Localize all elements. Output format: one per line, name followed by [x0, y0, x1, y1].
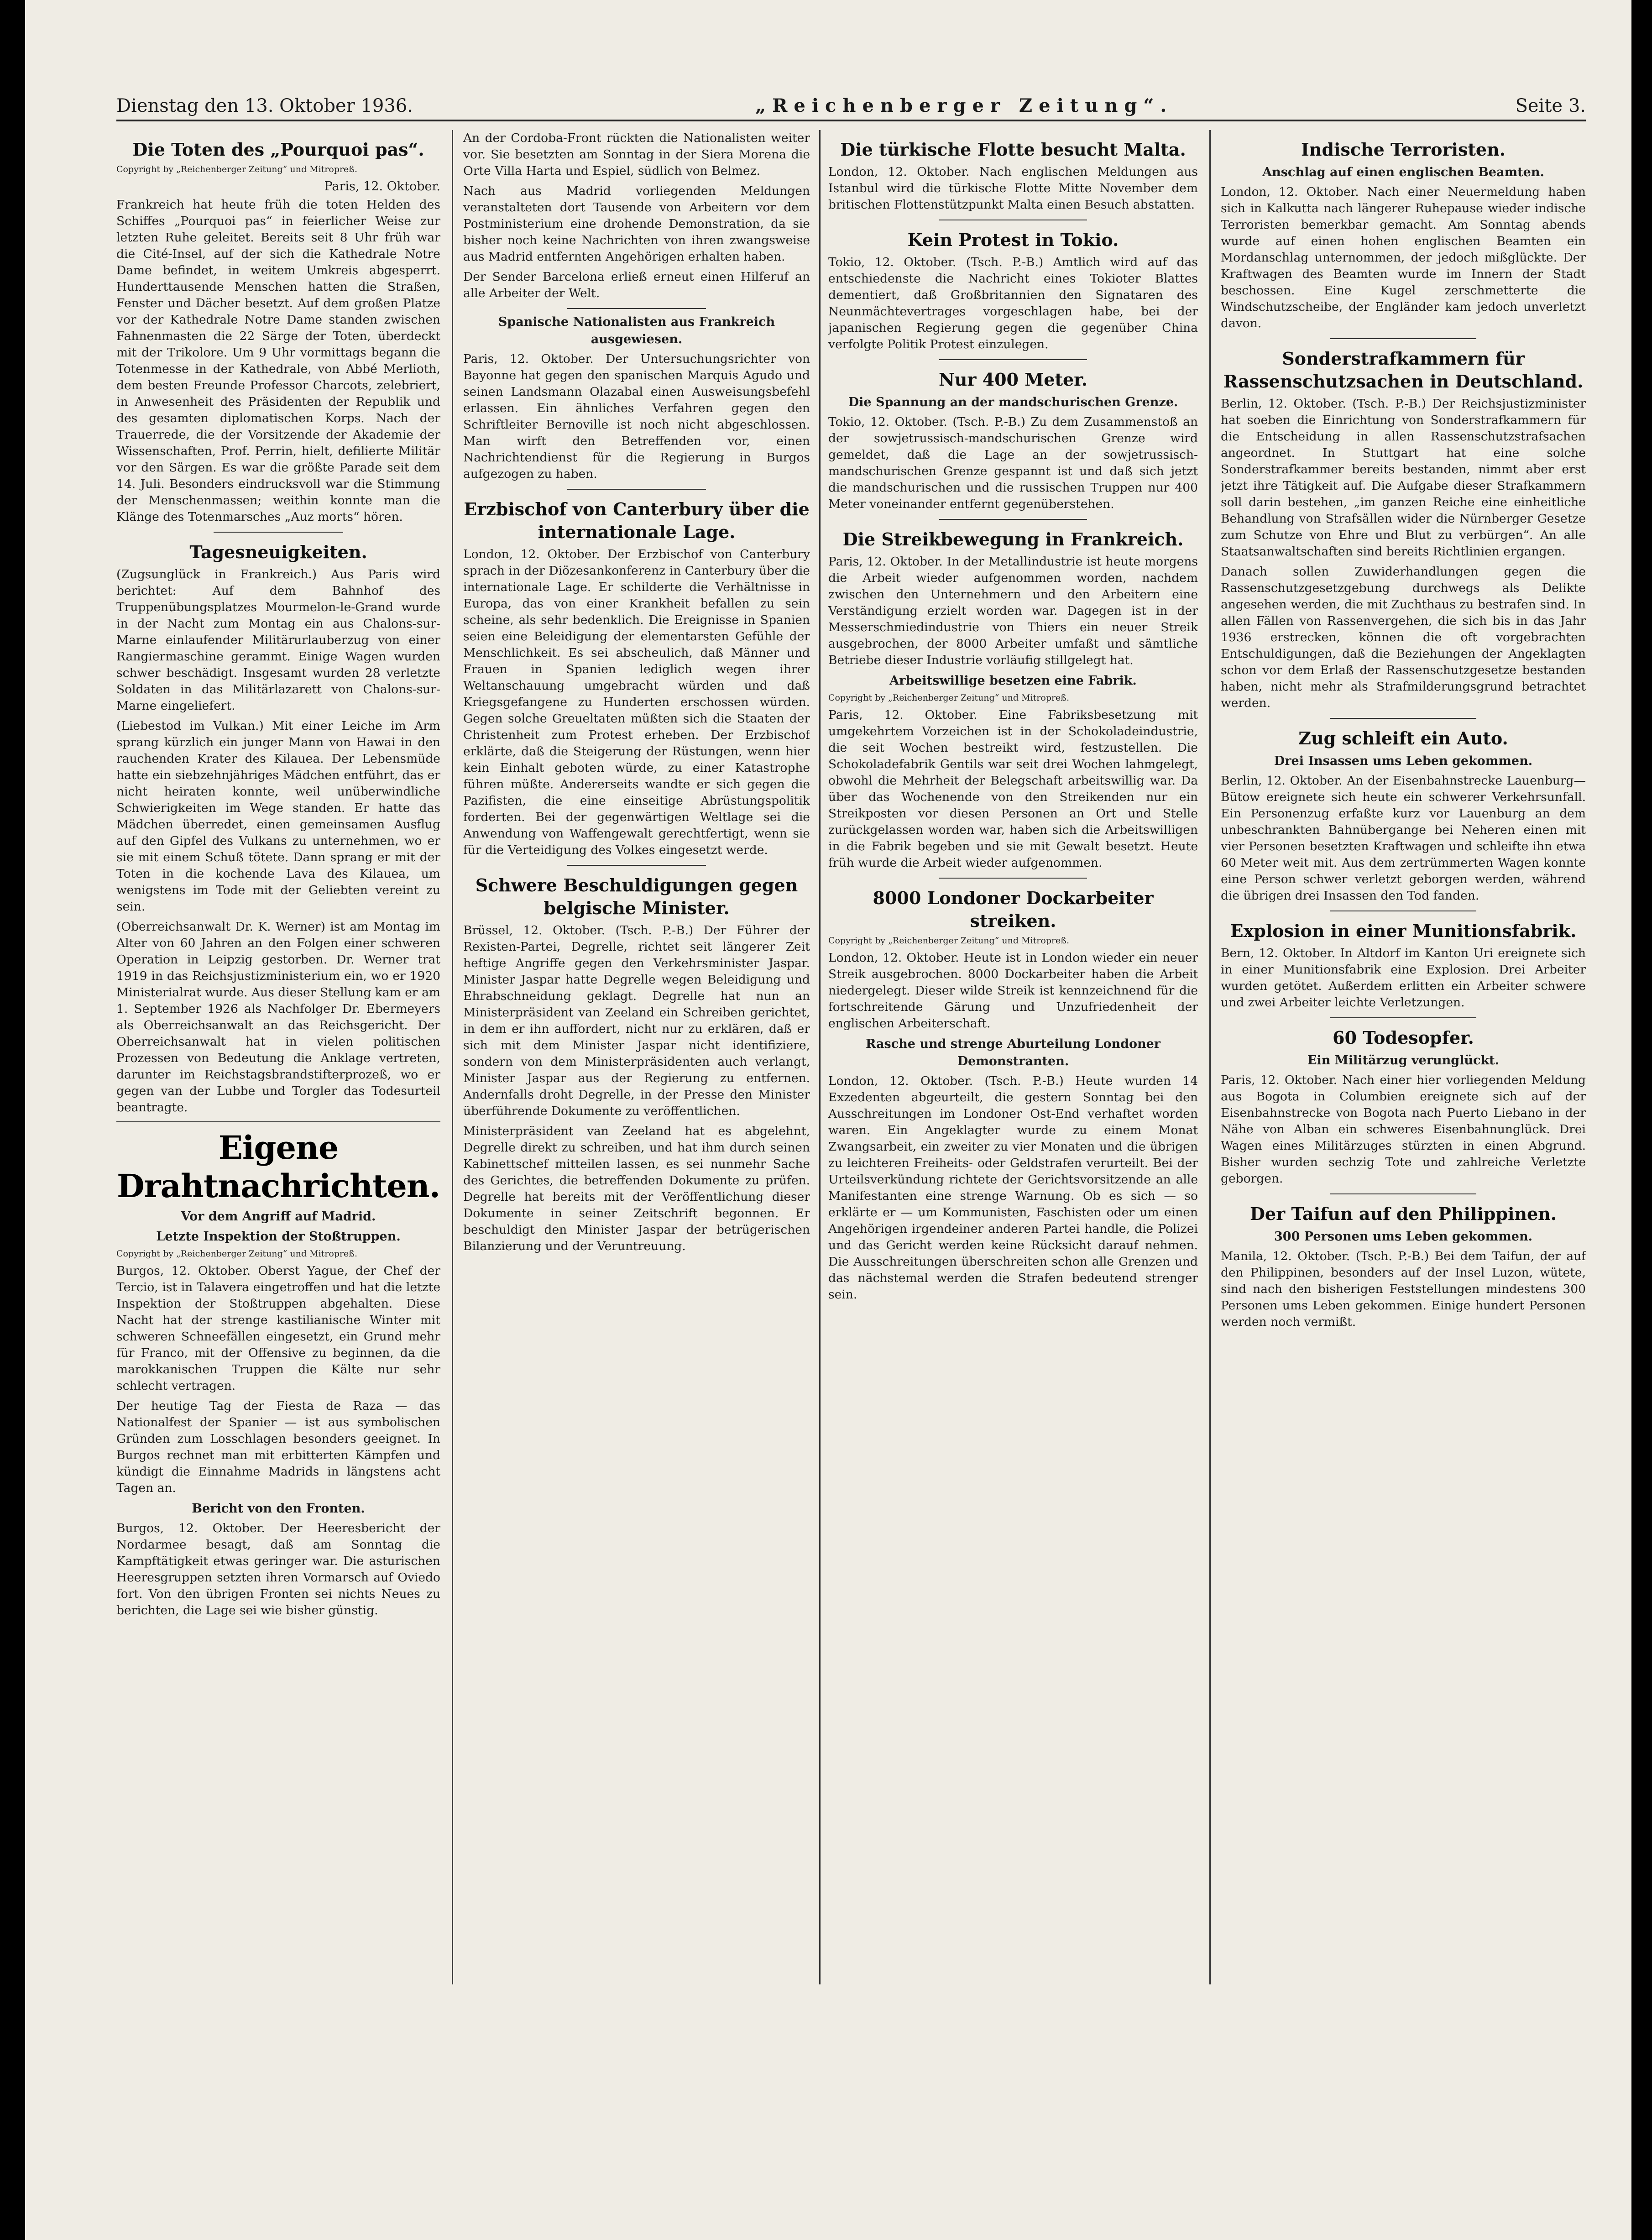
article-body: Berlin, 12. Oktober. An der Eisenbahnstrecke Lauenburg—Bütow ereignete sich heute ein schwerer Verkehrsunfall. Ein Personenzug erfaßte kurz vor Lauenburg an dem unbeschrankten Bahnübergange bei Neheren einen mit vier Personen besetzten Kraftwagen und schleifte ihn etwa 60 Meter weit mit. Aus dem zertrümmerten Wagen konnte eine Person schwer verletzt geborgen werden, während die übrigen drei Insassen den Tod fanden. [1221, 774, 1586, 903]
copyright-line: Copyright by „Reichenberger Zeitung“ und Mitropreß. [116, 164, 358, 174]
article-title: Nur 400 Meter. [939, 369, 1087, 390]
copyright-line: Copyright by „Reichenberger Zeitung“ und Mitropreß. [828, 693, 1070, 703]
column-3 [828, 130, 1198, 1984]
divider [939, 519, 1087, 520]
article-title: Die Toten des „Pourquoi pas“. [132, 139, 424, 160]
article-body: Manila, 12. Oktober. (Tsch. P.-B.) Bei dem Taifun, der auf den Philippinen, besonders auf der Insel Luzon, wütete, sind nach den bisherigen Feststellungen mindestens 300 Personen ums Leben gekommen. Einige hundert Personen werden noch vermißt. [1221, 1249, 1586, 1329]
article-title: Indische Terroristen. [1301, 139, 1506, 160]
article-body: Paris, 12. Oktober. In der Metallindustrie ist heute morgens die Arbeit wieder aufgenommen worden, nachdem zwischen den Unternehmern und den Arbeitern eine Verständigung erzielt worden war. Dagegen ist in der Messerschmiedindustrie von Thiers ein neuer Streik ausgebrochen, der 8000 Arbeiter umfaßt und sämtliche Betriebe dieser Industrie vorläufig stillgelegt hat. [828, 555, 1198, 667]
divider [116, 1121, 440, 1122]
dateline: Paris, 12. Oktober. [324, 179, 440, 194]
divider [1330, 338, 1476, 339]
article-body: An der Cordoba-Front rückten die Nationalisten weiter vor. Sie besetzten am Sonntag in der Siera Morena die Orte Villa Harta und Espiel, südlich von Belmez. [463, 131, 810, 178]
newspaper-page [25, 0, 1631, 2240]
news-item: (Oberreichsanwalt Dr. K. Werner) ist am Montag im Alter von 60 Jahren an den Folgen einer schweren Operation in Leipzig gestorben. Dr. Werner trat 1919 in das Reichsjustizministerium ein, wo er 1920 Ministerialrat wurde. Aus dieser Stellung kam er am 1. September 1926 als Nachfolger Dr. Ebermeyers als Oberreichsanwalt an das Reichsgericht. Der Oberreichsanwalt hat in vielen politischen Prozessen von Bedeutung die Anklage vertreten, darunter im Reichstagsbrandstifterprozeß, wo er gegen van der Lubbe und Torgler das Todesurteil beantragte. [116, 920, 440, 1115]
article-body: Tokio, 12. Oktober. (Tsch. P.-B.) Zu dem Zusammenstoß an der sowjetrussisch-mandschurischen Grenze wird gemeldet, daß die Lage an der sowjetrussisch-mandschurischen Grenze gespannt ist und daß sich jetzt die mandschurischen und die russischen Truppen nur 400 Meter voneinander entfernt gegenüberstehen. [828, 415, 1198, 511]
article-body: London, 12. Oktober. Heute ist in London wieder ein neuer Streik ausgebrochen. 8000 Dockarbeiter haben die Arbeit niedergelegt. Dieser wilde Streik ist kennzeichnend für die fortschreitende Gärung und Unzufriedenheit der englischen Arbeiterschaft. [828, 951, 1198, 1031]
divider [214, 532, 343, 533]
article-body: Ministerpräsident van Zeeland hat es abgelehnt, Degrelle direkt zu schreiben, und hat ihm durch seinen Kabinettschef mitteilen lassen, es sei nunmehr Sache des Gerichtes, die betreffenden Dokumente zu prüfen. Degrelle hat bereits mit der Veröffentlichung dieser Dokumente in seiner Zeitschrift begonnen. Er beschuldigt den Minister Jaspar der betrügerischen Bilanzierung und der Veruntreuung. [463, 1124, 810, 1253]
article-title: Die Streikbewegung in Frankreich. [842, 529, 1184, 550]
article-title: Spanische Nationalisten aus Frankreich ausgewiesen. [498, 315, 775, 346]
article-subtitle: Rasche und strenge Aburteilung Londoner Demonstranten. [865, 1037, 1161, 1068]
article-title: 8000 Londoner Dockarbeiter streiken. [873, 888, 1154, 931]
column-1 [116, 130, 440, 1984]
divider [1330, 718, 1476, 719]
copyright-line: Copyright by „Reichenberger Zeitung“ und Mitropreß. [828, 936, 1070, 946]
article-body: Bern, 12. Oktober. In Altdorf im Kanton Uri ereignete sich in einer Munitionsfabrik eine Explosion. Drei Arbeiter wurden getötet. Außerdem erlitten ein Arbeiter schwere und zwei Arbeiter leichte Verletzungen. [1221, 946, 1586, 1010]
column-rule [1209, 130, 1211, 1984]
article-subtitle: Bericht von den Fronten. [192, 1502, 365, 1516]
article-body: Berlin, 12. Oktober. (Tsch. P.-B.) Der Reichsjustizminister hat soeben die Einrichtung von Sonderstrafkammern für die Entscheidung in allen Rassenschutzstrafsachen angeordnet. In Stuttgart hat eine solche Sonderstrafkammer bereits bestanden, nimmt aber erst jetzt ihre Tätigkeit auf. Die Aufgabe dieser Strafkammern soll darin bestehen, „im ganzen Reiche eine einheitliche Behandlung von Strafsällen wider die Nürnberger Gesetze zum Schutze von Ehre und Blut zu verbürgen“. An alle Staatsanwaltschaften sind bereits Richtlinien ergangen. [1221, 397, 1586, 559]
article-subtitle: Ein Militärzug verunglückt. [1307, 1053, 1500, 1068]
column-2 [463, 130, 810, 1984]
article-title: Zug schleift ein Auto. [1298, 728, 1508, 748]
article-body: Burgos, 12. Oktober. Der Heeresbericht der Nordarmee besagt, daß am Sonntag die Kampftätigkeit etwas geringer war. Die asturischen Heeresgruppen setzten ihren Vormarsch auf Oviedo fort. Von den übrigen Fronten sei nichts Neues zu berichten, die Lage sei wie bisher günstig. [116, 1521, 440, 1617]
column-4 [1221, 130, 1586, 1984]
article-title: Sonderstrafkammern für Rassenschutzsachen in Deutschland. [1223, 348, 1584, 392]
divider [567, 865, 706, 866]
article-body: Paris, 12. Oktober. Der Untersuchungsrichter von Bayonne hat gegen den spanischen Marquis Agudo und seinen Landsmann Olazabal einen Ausweisungsbefehl erlassen. Ein ähnliches Verfahren gegen den Schriftleiter Bernoville ist noch nicht abgeschlossen. Man wirft den Betreffenden vor, einen Nachrichtendienst für die Regierung in Burgos aufgezogen zu haben. [463, 352, 810, 481]
masthead [116, 84, 1586, 116]
article-body: Der Sender Barcelona erließ erneut einen Hilferuf an alle Arbeiter der Welt. [463, 270, 810, 300]
article-title: Vor dem Angriff auf Madrid. [181, 1209, 376, 1224]
article-body: Burgos, 12. Oktober. Oberst Yague, der Chef der Tercio, ist in Talavera eingetroffen und hat die letzte Inspektion der Stoßtruppen abgehalten. Diese Nacht hat der strenge kastilianische Winter mit schweren Schneefällen eingesetzt, ein Grund mehr für Franco, mit der Offensive zu beginnen, da die marokkanischen Truppen die Kälte nur sehr schlecht vertragen. [116, 1264, 440, 1393]
divider [939, 359, 1087, 360]
page-number: Seite 3. [1515, 95, 1586, 116]
article-body: Danach sollen Zuwiderhandlungen gegen die Rassenschutzgesetzgebung durchwegs als Delikte angesehen werden, die mit Zuchthaus zu bestrafen sind. In allen Fällen von Rassenvergehen, die sich bis in das Jahr 1936 erstrecken, können die oft vorgebrachten Entschuldigungen, daß die Beziehungen der Angeklagten schon vor dem Erlaß der Rassenschutzgesetze bestanden haben, nicht mehr als Strafmilderungsgrund betrachtet werden. [1221, 565, 1586, 710]
article-body: Paris, 12. Oktober. Eine Fabriksbesetzung mit umgekehrtem Vorzeichen ist in der Schokoladeindustrie, die seit Wochen bestreikt wird, festzustellen. Die Schokoladefabrik Gentils war seit drei Wochen lahmgelegt, obwohl die Mehrheit der Belegschaft arbeitswillig war. Da über das Wochenende von den Streikenden nur ein Streikposten vor diesen Personen an Ort und Stelle zurückgelassen worden war, haben sich die Arbeitswilligen in die Fabrik begeben und sie mit Gewalt besetzt. Heute früh wurde die Arbeit wieder aufgenommen. [828, 708, 1198, 870]
article-title: Schwere Beschuldigungen gegen belgische Minister. [475, 875, 798, 918]
section-title: Tagesneuigkeiten. [189, 542, 367, 562]
article-subtitle: Letzte Inspektion der Stoßtruppen. [156, 1230, 401, 1244]
article-title: Kein Protest in Tokio. [907, 230, 1119, 250]
column-rule [452, 130, 453, 1984]
article-body: Nach aus Madrid vorliegenden Meldungen veranstalteten dort Tausende von Arbeitern vor dem Postministerium eine drohende Demonstration, da sie bisher noch keine Nachrichten von ihren zwangsweise aus Madrid entfernten Angehörigen erhalten haben. [463, 184, 810, 264]
article-body: London, 12. Oktober. Nach einer Neuermeldung haben sich in Kalkutta nach längerer Ruhepause wieder indische Terroristen bemerkbar gemacht. Am Sonntag abends wurde auf einen hohen englischen Beamten ein Mordanschlag unternommen, der jedoch mißglückte. Der Kraftwagen des Beamten wurde im Innern der Stadt beschossen. Eine Kugel zerschmetterte die Windschutzscheibe, der Engländer kam jedoch unverletzt davon. [1221, 185, 1586, 330]
divider [567, 308, 706, 309]
article-subtitle: Arbeitswillige besetzen eine Fabrik. [889, 674, 1137, 688]
article-body: Brüssel, 12. Oktober. (Tsch. P.-B.) Der Führer der Rexisten-Partei, Degrelle, richtet seit längerer Zeit heftige Angriffe gegen den Verkehrsminister Jaspar. Minister Jaspar hatte Degrelle wegen Beleidigung und Ehrabschneidung geklagt. Degrelle hat nun an Ministerpräsident van Zeeland ein Schreiben gerichtet, in dem er ihn auffordert, nicht nur zu erklären, daß er sich mit dem Minister Jaspar nicht identifiziere, sondern von dem Ministerpräsidenten auch verlangt, Minister Jaspar aus der Regierung zu entfernen. Andernfalls droht Degrelle, in der Presse den Minister überführende Dokumente zu veröffentlichen. [463, 923, 810, 1118]
newspaper-title: „Reichenberger Zeitung“. [755, 95, 1173, 116]
article-subtitle: Anschlag auf einen englischen Beamten. [1262, 165, 1544, 179]
article-subtitle: 300 Personen ums Leben gekommen. [1274, 1230, 1532, 1244]
article-title: 60 Todesopfer. [1333, 1027, 1474, 1048]
section-banner: Eigene Drahtnachrichten. [116, 1129, 440, 1205]
article-body: Paris, 12. Oktober. Nach einer hier vorliegenden Meldung aus Bogota in Columbien ereignete sich auf der Eisenbahnstrecke von Bogota nach Puerto Liebano in der Nähe von Alban ein schweres Eisenbahnunglück. Drei Wagen eines Militärzuges stürzten in einen Abgrund. Bisher wurden sechzig Tote und zahlreiche Verletzte geborgen. [1221, 1073, 1586, 1186]
article-subtitle: Die Spannung an der mandschurischen Grenze. [848, 395, 1178, 409]
article-title: Der Taifun auf den Philippinen. [1249, 1204, 1557, 1224]
article-body: London, 12. Oktober. Der Erzbischof von Canterbury sprach in der Diözesankonferenz in Canterbury über die internationale Lage. Er schilderte die Verhältnisse in Europa, das von einer Krankheit befallen zu sein scheine, als sehr bedenklich. Die Ereignisse in Spanien seien eine Beleidigung der elementarsten Gefühle der Menschlichkeit. Es sei abscheulich, daß Männer und Frauen in Spanien lediglich wegen ihrer Weltanschauung umgebracht würden und daß Kriegsgefangene zu Hunderten erschossen würden. Gegen solche Greueltaten müßten sich die Staaten der Christenheit zum Protest erheben. Der Erzbischof erklärte, daß die Steigerung der Rüstungen, wenn hier kein Einhalt geboten würde, zu einer Katastrophe führen müßte. Andererseits wandte er sich gegen die Pazifisten, die eine einseitige Abrüstungspolitik forderten. Bei der gegenwärtigen Weltlage sei die Anwendung von Waffengewalt gerechtfertigt, wenn sie für die Verteidigung des Volkes eingesetzt werde. [463, 547, 810, 857]
article-body: London, 12. Oktober. Nach englischen Meldungen aus Istanbul wird die türkische Flotte Mitte November dem britischen Flottenstützpunkt Malta einen Besuch abstatten. [828, 165, 1198, 212]
divider [567, 489, 706, 490]
copyright-line: Copyright by „Reichenberger Zeitung“ und Mitropreß. [116, 1249, 358, 1259]
divider [1330, 1193, 1476, 1194]
article-title: Explosion in einer Munitionsfabrik. [1230, 921, 1577, 941]
article-body: Tokio, 12. Oktober. (Tsch. P.-B.) Amtlich wird auf das entschiedenste die Nachricht eines Tokioter Blattes dementiert, daß Großbritannien den Signataren des Neunmächtevertrages vorgeschlagen habe, bei der japanischen Regierung gegen die gegenüber China verfolgte Politik Protest einzulegen. [828, 255, 1198, 351]
article-title: Die türkische Flotte besucht Malta. [840, 139, 1186, 160]
news-item: (Liebestod im Vulkan.) Mit einer Leiche im Arm sprang kürzlich ein junger Mann von Hawai in den rauchenden Krater des Kilauea. Der Lebensmüde hatte ein siebzehnjähriges Mädchen entführt, das er nicht heiraten konnte, weil unüberwindliche Schwierigkeiten im Wege standen. Er hatte das Mädchen überredet, einen gemeinsamen Ausflug auf den Gipfel des Vulkans zu unternehmen, wo er sie mit einem Schuß tötete. Dann sprang er mit der Toten in die kochende Lava des Kilauea, um wenigstens im Tode mit der Geliebten vereint zu sein. [116, 719, 440, 914]
divider [939, 878, 1087, 879]
article-body: London, 12. Oktober. (Tsch. P.-B.) Heute wurden 14 Exzedenten abgeurteilt, die gestern Sonntag bei den Ausschreitungen im Londoner Ost-End verhaftet worden waren. Ein Angeklagter wurde zu einem Monat Zwangsarbeit, ein zweiter zu vier Monaten und die übrigen zu leichteren Freiheits- oder Geldstrafen verurteilt. Bei der Urteilsverkündung richtete der Gerichtsvorsitzende an alle Manifestanten eine strenge Warnung. Ob es sich — so erklärte er — um Kommunisten, Faschisten oder um einen Angehörigen irgendeiner anderen Partei handle, die Polizei und das Gericht werden keine Rücksicht darauf nehmen. Die Ausschreitungen überschreiten schon alle Grenzen und das nächstemal werden die Strafen bedeutend strenger sein. [828, 1074, 1198, 1302]
article-title: Erzbischof von Canterbury über die internationale Lage. [464, 499, 810, 542]
news-item: (Zugsunglück in Frankreich.) Aus Paris wird berichtet: Auf dem Bahnhof des Truppenübungsplatzes Mourmelon-le-Grand wurde in der Nacht zum Montag ein aus Chalons-sur-Marne einlaufender Militärurlauberzug von einer Rangiermaschine gerammt. Einige Wagen wurden schwer beschädigt. Insgesamt wurden 28 verletzte Soldaten in das Militärlazarett von Chalons-sur-Marne eingeliefert. [116, 567, 440, 713]
article-body: Der heutige Tag der Fiesta de Raza — das Nationalfest der Spanier — ist aus symbolischen Gründen zum Losschlagen besonders geeignet. In Burgos rechnet man mit erbitterten Kämpfen und kündigt die Einnahme Madrids in längstens acht Tagen an. [116, 1399, 440, 1495]
divider [1330, 1017, 1476, 1018]
column-rule [819, 130, 821, 1984]
article-body: Frankreich hat heute früh die toten Helden des Schiffes „Pourquoi pas“ in feierlicher Weise zur letzten Ruhe geleitet. Bereits seit 8 Uhr früh war die Cité-Insel, auf der sich die Kathedrale Notre Dame befindet, in weitem Umkreis abgesperrt. Hunderttausende Menschen hatten die Straßen, Fenster und Dächer besetzt. Auf dem großen Platze vor der Kathedrale Notre Dame standen zwischen Fahnenmasten die 22 Särge der Toten, überdeckt mit der Trikolore. Um 9 Uhr vormittags begann die Totenmesse in der Kathedrale, von Abbé Merlioth, dem besten Freunde Professor Charcots, zelebriert, in Anwesenheit des Präsidenten der Republik und des gesamten diplomatischen Korps. Nach der Trauerrede, die der Vorsitzende der Akademie der Wissenschaften, Prof. Perrin, hielt, defilierte Militär vor den Särgen. Es war die größte Parade seit dem 14. Juli. Besonders eindrucksvoll war die Stimmung der Menschenmassen; weithin konnte man die Klänge des Totenmarsches „Auz morts“ hören. [116, 198, 440, 524]
masthead-rule [116, 120, 1586, 121]
article-subtitle: Drei Insassen ums Leben gekommen. [1274, 754, 1533, 768]
issue-date: Dienstag den 13. Oktober 1936. [116, 95, 413, 116]
